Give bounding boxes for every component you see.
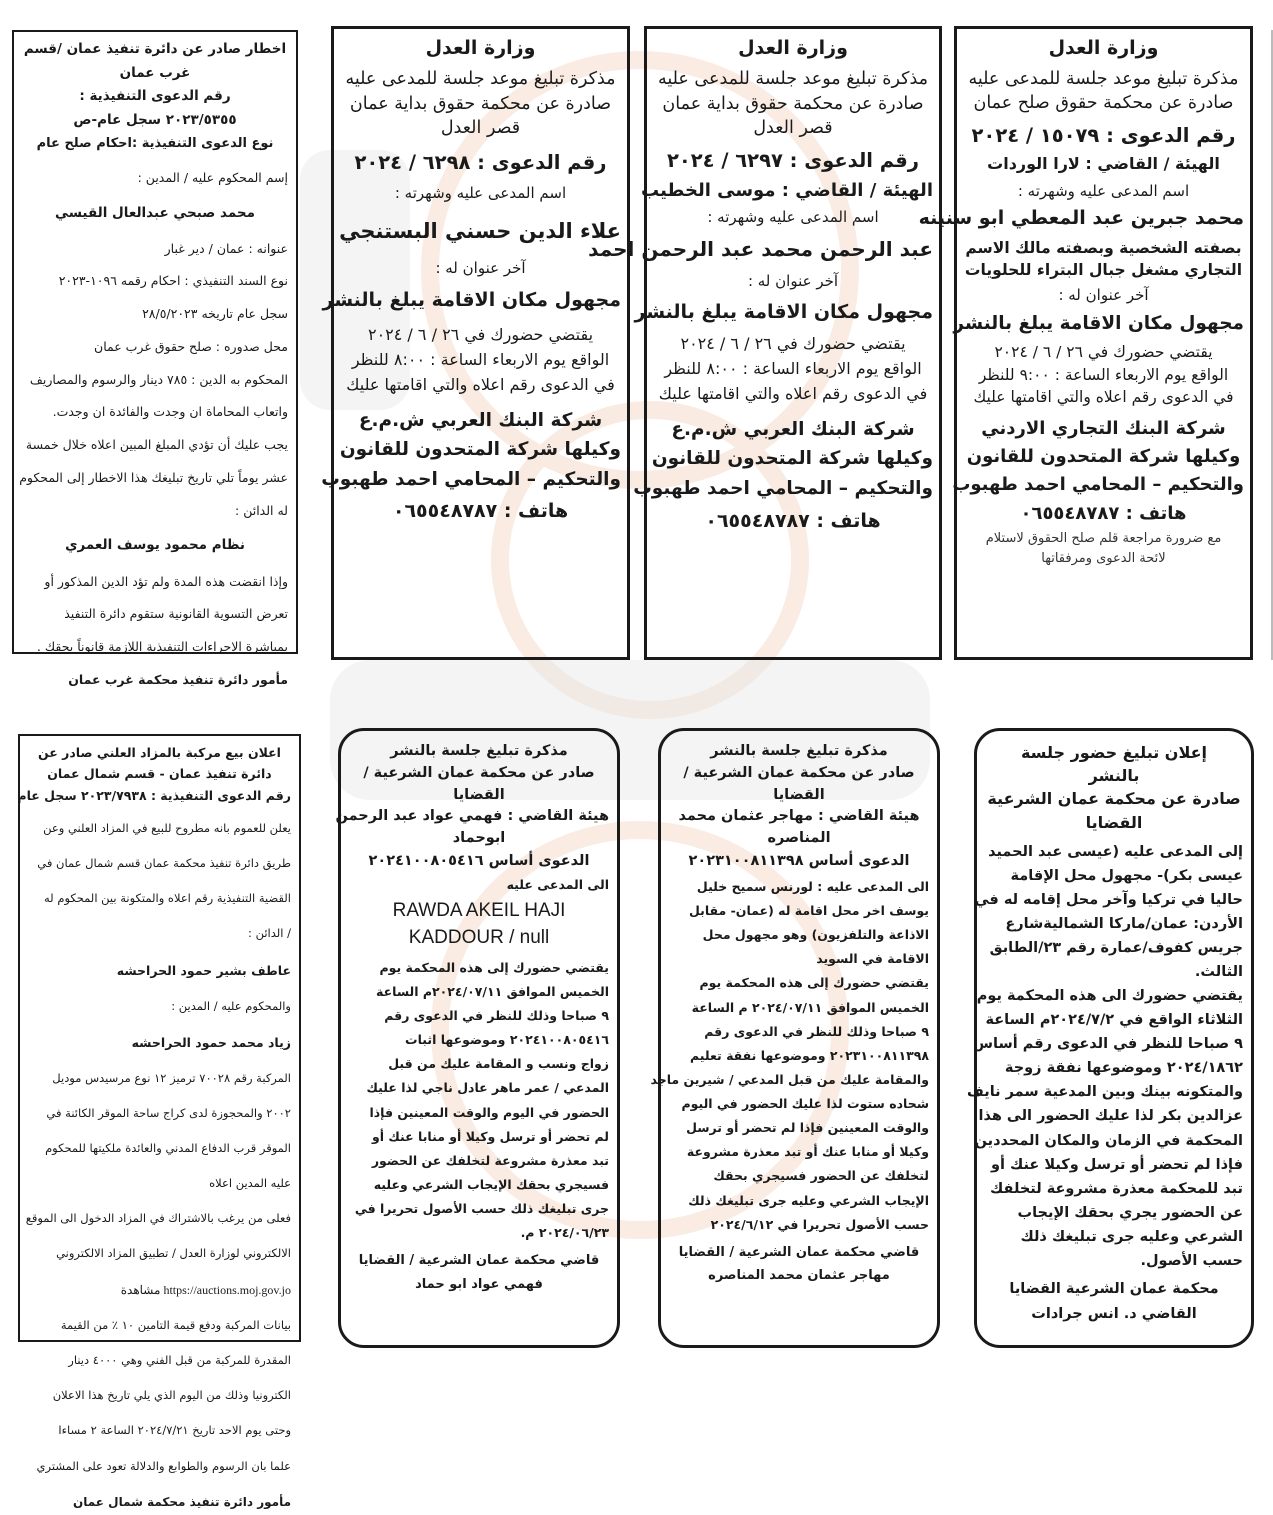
body-line: يقتضي حضورك الى هذه المحكمة يوم xyxy=(976,988,1243,1005)
detail-line: واتعاب المحاماة ان وجدت والفائدة ان وجدت. xyxy=(52,404,288,420)
body-line: المحكمة في الزمان والمكان المحددين xyxy=(974,1132,1243,1149)
court-name: محكمة عمان الشرعية القضايا xyxy=(1009,1280,1219,1297)
body-line: ٢٠٢٤/١٨٦٢ وموضوعها نفقة زوجة xyxy=(1004,1060,1243,1077)
body-line: حسب الأصول تحريرا في ٢٠٢٤/٦/١٢ xyxy=(710,1216,929,1232)
defendant-name: عبد الرحمن محمد عبد الرحمن احمد xyxy=(588,236,933,261)
ministry-title: وزارة العدل xyxy=(738,37,848,59)
body-line: الإيجاب الشرعي وعليه جرى تبليغك ذلك xyxy=(688,1192,929,1208)
detail-line: المحكوم به الدين : ٧٨٥ دينار والرسوم والمصاريف xyxy=(29,371,288,387)
intro-line: قصر العدل xyxy=(440,118,521,139)
case-number: رقم الدعوى : ٦٢٩٨ / ٢٠٢٤ xyxy=(354,151,607,175)
defendant-label: الى المدعى عليه xyxy=(506,876,609,892)
hearing-line: يقتضي حضورك في ٢٦ / ٦ / ٢٠٢٤ xyxy=(994,343,1213,362)
signature: مأمور دائرة تنفيذ محكمة غرب عمان xyxy=(68,671,288,687)
note-line: مع ضرورة مراجعة قلم صلح الحقوق لاستلام xyxy=(985,531,1222,547)
notice-title: إعلان تبليغ حضور جلسة xyxy=(1020,743,1208,762)
detail-line: عشر يوماً تلي تاريخ تبليغك هذا الاخطار إلى المحكوم xyxy=(19,469,288,485)
vehicle-line: الموقر قرب الدفاع المدني والعائدة ملكيتها للمحكوم xyxy=(45,1140,291,1155)
case-number: الدعوى أساس ٢٠٢٣١٠٠٨١١٣٩٨ xyxy=(688,852,910,869)
notice-title: صادرة عن محكمة عمان الشرعية xyxy=(987,789,1241,809)
judge-name: القاضي د. انس جرادات xyxy=(1031,1305,1197,1322)
notice-title: صادر عن محكمة عمان الشرعية / xyxy=(683,764,915,781)
ministry-title: وزارة العدل xyxy=(1048,37,1159,59)
notice-title: اعلان بيع مركبة بالمزاد العلني صادر عن xyxy=(38,745,281,760)
sharia-notice-nafaqa-taalim xyxy=(650,728,940,1348)
case-label: رقم الدعوى التنفيذية : xyxy=(79,88,231,105)
defendant-name-latin: RAWDA AKEIL HAJI xyxy=(392,899,566,921)
judge-panel: المناصره xyxy=(767,830,831,846)
plaintiff-line: والتحكيم – المحامي احمد طهبوب xyxy=(633,477,933,499)
body-line: الحضور في اليوم والوقت المعينين فإذا xyxy=(369,1104,609,1120)
address-label: آخر عنوان له : xyxy=(747,271,839,290)
detail-line: سجل عام تاريخه ٢٨/٥/٢٠٢٣ xyxy=(142,306,288,322)
judge-panel: ابوحماد xyxy=(452,830,506,846)
intro-line: يعلن للعموم بانه مطروح للبيع في المزاد العلني وعن xyxy=(43,821,291,836)
intro-line: قصر العدل xyxy=(753,118,833,139)
body-line: الخميس الموافق ٢٠٢٤/٠٧/١١ م الساعة xyxy=(691,999,929,1015)
notice-bidaya-court-6298 xyxy=(321,26,630,660)
hearing-line: في الدعوى رقم اعلاه والتي اقامتها عليك xyxy=(973,388,1234,407)
body-line: ٢٠٢٤١٠٠٨٠٥٤١٦ وموضوعها اثبات xyxy=(405,1032,609,1048)
body-line: ٩ صباحا وذلك للنظر في الدعوى رقم xyxy=(384,1008,609,1024)
signature: مأمور دائرة تنفيذ محكمة شمال عمان xyxy=(72,1495,291,1510)
detail-line: يجب عليك أن تؤدي المبلغ المبين اعلاه خلال خمسة xyxy=(25,437,288,453)
body-line: والمقامة عليك من قبل المدعي / شيرين ماجد xyxy=(650,1071,929,1087)
intro-line: مذكرة تبليغ موعد جلسة للمدعى عليه xyxy=(345,68,616,89)
detail-line: له الدائن : xyxy=(235,502,288,518)
phone-number: هاتف : ٠٦٥٥٤٨٧٨٧ xyxy=(705,509,881,532)
defendant-label: اسم المدعى عليه وشهرته : xyxy=(707,208,879,227)
terms-line: وحتى يوم الاحد تاريخ ٢٠٢٤/٧/٢١ الساعة ٢ مساءا xyxy=(58,1423,291,1438)
body-line: حاليا في تركيا وآخر محل إقامه له في xyxy=(974,891,1243,908)
body-line: ٩ صباحا وذلك للنظر في الدعوى رقم xyxy=(704,1023,929,1039)
creditor-name: عاطف بشير حمود الحراحشه xyxy=(116,962,291,978)
debtor-label: إسم المحكوم عليه / المدين : xyxy=(137,169,288,185)
plaintiff-line: وكيلها شركة المتحدون للقانون xyxy=(339,439,621,461)
closing-line: تعرض التسوية القانونية ستقوم دائرة التنفيذ xyxy=(64,606,288,622)
court-name: قاضي محكمة عمان الشرعية / القضايا xyxy=(678,1244,920,1260)
body-line: الاقامة في السويد xyxy=(816,951,929,967)
hearing-line: في الدعوى رقم اعلاه والتي اقامتها عليك xyxy=(658,384,928,403)
court-name: قاضي محكمة عمان الشرعية / القضايا xyxy=(358,1253,600,1269)
hearing-line: في الدعوى رقم اعلاه والتي اقامتها عليك xyxy=(346,374,615,394)
terms-line: المقدرة للمركبة من قبل الفني وهي ٤٠٠٠ دينار xyxy=(68,1353,291,1368)
plaintiff-line: والتحكيم – المحامي احمد طهبوب xyxy=(952,473,1244,495)
body-line: تبد للمحكمة معذرة مشروعة لتخلفك xyxy=(990,1180,1243,1197)
sharia-notice-nafaqa-zawja xyxy=(966,728,1254,1348)
hearing-line: يقتضي حضورك في ٢٦ / ٦ / ٢٠٢٤ xyxy=(680,334,906,354)
judge-name: مهاجر عثمان محمد المناصره xyxy=(708,1268,890,1284)
body-line: فسيجري بحقك الإيجاب الشرعي وعليه xyxy=(373,1176,609,1192)
body-line: الأردن: عمان/ماركا الشماليةشارع xyxy=(1005,915,1243,932)
body-line: الى المدعى عليه : لورنس سميح خليل xyxy=(696,878,929,894)
ministry-title: وزارة العدل xyxy=(425,37,536,59)
notice-title: بالنشر xyxy=(1088,766,1140,786)
defendant-label: اسم المدعى عليه وشهرته : xyxy=(394,183,567,202)
case-number: ٢٠٢٣/٥٣٥٥ سجل عام-ص xyxy=(73,111,237,128)
judge-name: فهمي عواد ابو حماد xyxy=(415,1276,543,1292)
defendant-name-latin: KADDOUR / null xyxy=(408,927,550,949)
execution-notice-west-amman xyxy=(12,30,298,687)
intro-line: مذكرة تبليغ موعد جلسة للمدعى عليه xyxy=(968,68,1239,89)
intro-line: طريق دائرة تنفيذ محكمة عمان قسم شمال عمان في xyxy=(37,856,291,871)
body-line: الاذاعة والتلفزيون) وهو مجهول محل xyxy=(702,927,929,943)
defendant-extra: بصفته الشخصية وبصفته مالك الاسم xyxy=(965,238,1242,257)
body-line: عن الحضور يجري بحقك الإيجاب xyxy=(1017,1204,1243,1221)
notice-title: صادر عن محكمة عمان الشرعية / xyxy=(363,764,595,781)
body-line: فإذا لم تحضر أو ترسل وكيلا عنك أو xyxy=(990,1156,1243,1173)
intro-line: صادرة عن محكمة حقوق بداية عمان xyxy=(349,93,612,114)
terms-line: علما بان الرسوم والطوابع والدلالة تعود على المشتري xyxy=(36,1458,291,1473)
body-line: يقتضي حضورك إلى هذه المحكمة يوم xyxy=(699,975,929,991)
intro-line: صادرة عن محكمة حقوق صلح عمان xyxy=(973,93,1234,114)
phone-number: هاتف : ٠٦٥٥٤٨٧٨٧ xyxy=(1020,502,1187,524)
body-line: لم تحضر أو ترسل وكيلا أو منابا عنك أو xyxy=(371,1128,609,1144)
body-line: الثالث. xyxy=(1194,964,1243,981)
notice-title: غرب عمان xyxy=(119,64,191,81)
debtor-name: محمد صبحي عبدالعال القيسي xyxy=(55,204,255,221)
plaintiff-line: وكيلها شركة المتحدون للقانون xyxy=(966,445,1241,467)
body-line: ٩ صباحا للنظر في الدعوى رقم أساس xyxy=(973,1036,1243,1053)
intro-line: القضية التنفيذية رقم اعلاه والمتكونة بين المحكوم له xyxy=(44,891,291,906)
sharia-notice-ithbat-zawaj xyxy=(335,728,620,1348)
detail-line: عنوانه : عمان / دير غبار xyxy=(164,240,288,256)
auction-url: https://auctions.moj.gov.jo مشاهدة xyxy=(120,1282,291,1297)
debtor-name: زياد محمد حمود الحراحشه xyxy=(131,1034,291,1050)
body-line: الخميس الموافق ٢٠٢٤/٠٧/١١م الساعة xyxy=(376,983,609,999)
terms-line: الكترونيا وذلك من اليوم الذي يلي تاريخ هذا الاعلان xyxy=(52,1388,291,1403)
address-value: مجهول مكان الاقامة يبلغ بالنشر xyxy=(953,313,1244,335)
hearing-line: يقتضي حضورك في ٢٦ / ٦ / ٢٠٢٤ xyxy=(367,325,594,345)
detail-line: نوع السند التنفيذي : احكام رقمه ١٠٩٦-٢٠٢٣ xyxy=(58,273,288,289)
body-line: شحاده ستوت لذا عليك الحضور في اليوم xyxy=(681,1096,929,1112)
body-line: الشرعي وعليه جرى تبليغك ذلك xyxy=(1020,1228,1243,1245)
address-value: مجهول مكان الاقامة يبلغ بالنشر xyxy=(322,289,621,312)
notice-title: القضايا xyxy=(773,786,825,803)
body-line: لتخلفك عن الحضور فسيجري بحقك xyxy=(713,1168,929,1184)
body-line: جرى تبليغك ذلك حسب الأصول تحريرا في xyxy=(354,1201,609,1217)
body-line: والمتكونه بينك وبين المدعية سمر نايف xyxy=(966,1084,1243,1101)
plaintiff-line: شركة البنك التجاري الاردني xyxy=(981,417,1226,439)
notice-title: مذكرة تبليغ جلسة بالنشر xyxy=(710,743,888,759)
body-line: إلى المدعى عليه (عيسى عبد الحميد xyxy=(988,843,1243,860)
notice-title: مذكرة تبليغ جلسة بالنشر xyxy=(390,743,568,759)
plaintiff-line: شركة البنك العربي ش.م.ع xyxy=(358,409,603,431)
body-line: عيسى بكر)- مجهول محل الإقامة xyxy=(1010,867,1243,884)
address-label: آخر عنوان له : xyxy=(435,258,526,277)
body-line: عزالدين بكر لذا عليك الحضور الى هذا xyxy=(978,1108,1243,1125)
case-type: نوع الدعوى التنفيذية :احكام صلح عام xyxy=(36,135,274,151)
plaintiff-line: وكيلها شركة المتحدون للقانون xyxy=(651,448,933,470)
plaintiff-line: شركة البنك العربي ش.م.ع xyxy=(671,418,915,440)
plaintiff-line: والتحكيم – المحامي احمد طهبوب xyxy=(321,468,621,490)
address-label: آخر عنوان له : xyxy=(1058,285,1149,304)
body-line: الثلاثاء الواقع في ٢٠٢٤/٧/٢م الساعة xyxy=(985,1012,1243,1029)
body-line: المدعي / عمر ماهر عادل ناجي لذا عليك xyxy=(366,1080,609,1096)
judge-name: الهيئة / القاضي : موسى الخطيب xyxy=(641,179,933,201)
vehicle-line: فعلى من يرغب بالاشتراك في المزاد الدخول الى الموقع xyxy=(25,1211,291,1226)
body-line: يقتضي حضورك إلى هذه المحكمة يوم xyxy=(379,959,609,975)
vehicle-line: المركبة رقم ٧٠٠٢٨ ترميز ١٢ نوع مرسيدس موديل xyxy=(52,1070,291,1085)
body-line: ٢٠٢٣١٠٠٨١١٣٩٨ وموضوعها نفقة تعليم xyxy=(689,1047,929,1063)
vehicle-line: ٢٠٠٢ والمحجوزة لدى كراج ساحة الموقر الكائنة في xyxy=(46,1105,291,1120)
debtor-label: والمحكوم عليه / المدين : xyxy=(171,998,291,1013)
body-line: يوسف اخر محل اقامة له (عمان- مقابل xyxy=(688,903,929,919)
address-value: مجهول مكان الاقامة يبلغ بالنشر xyxy=(634,300,933,323)
case-number: رقم الدعوى التنفيذية : ٢٠٢٣/٧٩٣٨ سجل عام xyxy=(17,787,291,803)
defendant-extra: التجاري مشغل جبال البتراء للحلويات xyxy=(964,261,1243,280)
case-number: رقم الدعوى : ١٥٠٧٩ / ٢٠٢٤ xyxy=(971,123,1236,147)
hearing-line: الواقع يوم الاربعاء الساعة : ٩:٠٠ للنظر xyxy=(978,365,1229,384)
defendant-name: محمد جبرين عبد المعطي ابو سنينه xyxy=(918,206,1244,229)
body-line: حسب الأصول. xyxy=(1140,1252,1243,1269)
case-number: رقم الدعوى : ٦٢٩٧ / ٢٠٢٤ xyxy=(666,149,920,173)
intro-line: صادرة عن محكمة حقوق بداية عمان xyxy=(662,93,924,114)
intro-line: مذكرة تبليغ موعد جلسة للمدعى عليه xyxy=(657,68,929,89)
body-line: جريس كفوف/عمارة رقم ٢٣/الطابق xyxy=(989,940,1243,956)
hearing-line: الواقع يوم الاربعاء الساعة : ٨:٠٠ للنظر xyxy=(351,349,610,369)
body-line: وكيلا أو منابا عنك أو تبد معذرة مشروعة xyxy=(686,1144,929,1160)
notice-salh-court xyxy=(918,26,1253,660)
vehicle-line: الالكتروني لوزارة العدل / تطبيق المزاد الالكتروني xyxy=(56,1246,291,1261)
judge-panel: هيئة القاضي : مهاجر عثمان محمد xyxy=(678,808,920,825)
note-line: لائحة الدعوى ومرفقاتها xyxy=(1041,550,1166,566)
case-number: الدعوى أساس ٢٠٢٤١٠٠٨٠٥٤١٦ xyxy=(368,852,590,869)
vehicle-auction-notice xyxy=(17,734,301,1510)
judge-name: الهيئة / القاضي : لارا الوردات xyxy=(987,154,1220,174)
intro-line: / الدائن : xyxy=(248,926,291,941)
body-line: تبد معذرة مشروعة لتخلفك عن الحضور xyxy=(371,1152,609,1168)
terms-line: بيانات المركبة ودفع قيمة التامين ١٠ ٪ من القيمة xyxy=(60,1318,291,1333)
detail-line: محل صدوره : صلح حقوق غرب عمان xyxy=(94,338,288,354)
judge-panel: هيئة القاضي : فهمي عواد عبد الرحمن xyxy=(335,808,609,825)
creditor-name: نظام محمود يوسف العمري xyxy=(65,537,245,554)
notice-bidaya-court-6297 xyxy=(588,26,942,660)
notice-title: اخطار صادر عن دائرة تنفيذ عمان /قسم xyxy=(23,41,287,57)
defendant-label: اسم المدعى عليه وشهرته : xyxy=(1017,182,1190,201)
notice-title: القضايا xyxy=(453,786,505,803)
phone-number: هاتف : ٠٦٥٥٤٨٧٨٧ xyxy=(392,500,569,523)
vehicle-line: عليه المدين اعلاه xyxy=(209,1176,291,1190)
hearing-line: الواقع يوم الاربعاء الساعة : ٨:٠٠ للنظر xyxy=(664,359,922,379)
body-line: والوقت المعينين فإذا لم تحضر أو ترسل xyxy=(686,1120,929,1136)
closing-line: بمباشرة الاجراءات التنفيذية اللازمة قانوناً بحقك . xyxy=(36,639,288,655)
body-line: ٢٠٢٤/٠٦/٢٣ م. xyxy=(520,1225,609,1241)
defendant-name: علاء الدين حسني البستنجي xyxy=(339,219,621,244)
notice-title: دائرة تنفيذ عمان - قسم شمال عمان xyxy=(47,766,272,782)
closing-line: وإذا انقضت هذه المدة ولم تؤد الدين المذكور أو xyxy=(44,573,288,589)
notice-title: القضايا xyxy=(1085,812,1143,832)
body-line: زواج ونسب و المقامة عليك من قبل xyxy=(388,1056,609,1072)
